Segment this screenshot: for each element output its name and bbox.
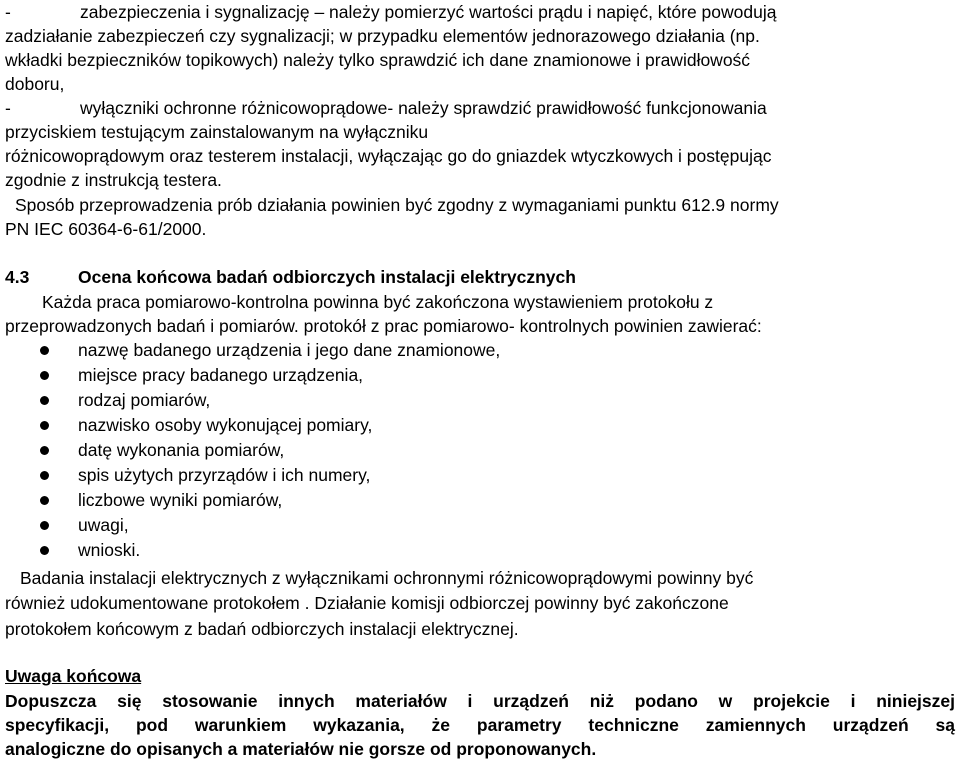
- list-item: datę wykonania pomiarów,: [78, 440, 285, 460]
- dash-marker: -: [5, 98, 11, 118]
- paragraph-line: wyłączniki ochronne różnicowoprądowe- należy sprawdzić prawidłowość funkcjonowania: [80, 98, 767, 118]
- paragraph-line: Sposób przeprowadzenia prób działania powinien być zgodny z wymaganiami punktu 612.9 normy: [15, 195, 779, 215]
- list-item: miejsce pracy badanego urządzenia,: [78, 365, 364, 385]
- paragraph-line: również udokumentowane protokołem . Działanie komisji odbiorczej powinny być zakończone: [5, 593, 729, 613]
- paragraph-line: przeprowadzonych badań i pomiarów. protokół z prac pomiarowo- kontrolnych powinien zawierać:: [5, 316, 762, 336]
- list-item: nazwisko osoby wykonującej pomiary,: [78, 415, 373, 435]
- paragraph-line: różnicowoprądowym oraz testerem instalacji, wyłączając go do gniazdek wtyczkowych i postępując: [5, 146, 772, 166]
- paragraph-line: zabezpieczenia i sygnalizację – należy pomierzyć wartości prądu i napięć, które powodują: [80, 2, 777, 22]
- bullet-dot: [40, 546, 49, 555]
- paragraph-line: wkładki bezpieczników topikowych) należy tylko sprawdzić ich dane znamionowe i prawidłowość: [5, 50, 751, 70]
- paragraph-line: protokołem końcowym z badań odbiorczych instalacji elektrycznej.: [5, 619, 519, 639]
- bullet-dot: [40, 396, 49, 405]
- bullet-dot: [40, 346, 49, 355]
- list-item: spis użytych przyrządów i ich numery,: [78, 465, 371, 485]
- note-line: analogiczne do opisanych a materiałów nie gorsze od proponowanych.: [5, 739, 597, 759]
- list-item: nazwę badanego urządzenia i jego dane znamionowe,: [78, 340, 501, 360]
- paragraph-line: zadziałanie zabezpieczeń czy sygnalizacji; w przypadku elementów jednorazowego działania (np.: [5, 26, 760, 46]
- section-number: 4.3: [5, 267, 30, 287]
- bullet-dot: [40, 521, 49, 530]
- list-item: rodzaj pomiarów,: [78, 390, 211, 410]
- paragraph-line: Każda praca pomiarowo-kontrolna powinna być zakończona wystawieniem protokołu z: [42, 292, 714, 312]
- note-line: specyfikacji, pod warunkiem wykazania, że parametry techniczne zamiennych urządzeń są: [5, 715, 955, 735]
- section-heading: Ocena końcowa badań odbiorczych instalacji elektrycznych: [78, 267, 576, 287]
- bullet-dot: [40, 471, 49, 480]
- paragraph-line: przyciskiem testującym zainstalowanym na wyłączniku: [5, 122, 429, 142]
- bullet-dot: [40, 446, 49, 455]
- list-item: wnioski.: [78, 540, 141, 560]
- list-item: uwagi,: [78, 515, 129, 535]
- bullet-dot: [40, 421, 49, 430]
- paragraph-line: PN IEC 60364-6-61/2000.: [5, 219, 207, 239]
- bullet-dot: [40, 371, 49, 380]
- bullet-dot: [40, 496, 49, 505]
- paragraph-line: zgodnie z instrukcją testera.: [5, 170, 222, 190]
- paragraph-line: doboru,: [5, 74, 65, 94]
- paragraph-line: Badania instalacji elektrycznych z wyłącznikami ochronnymi różnicowoprądowymi powinny być: [20, 568, 754, 588]
- note-title: Uwaga końcowa: [5, 666, 142, 686]
- dash-marker: -: [5, 2, 11, 22]
- note-line: Dopuszcza się stosowanie innych materiałów i urządzeń niż podano w projekcie i niniejszej: [5, 691, 955, 711]
- list-item: liczbowe wyniki pomiarów,: [78, 490, 283, 510]
